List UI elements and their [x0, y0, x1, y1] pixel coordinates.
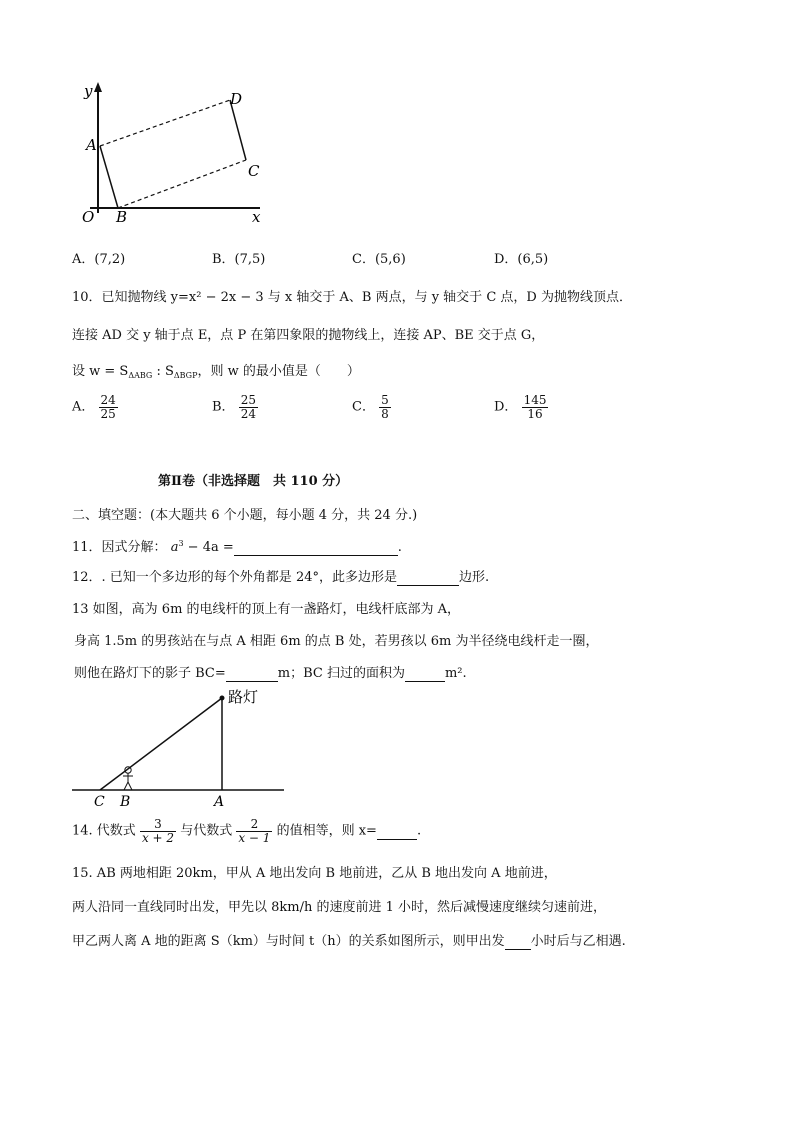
q11: 11．因式分解： $a^3 - 4a$ = . — [72, 539, 402, 555]
segment-AB — [100, 146, 118, 208]
q12-answer-blank — [397, 570, 459, 586]
label-B: B — [120, 794, 131, 810]
label-A: A — [214, 794, 225, 810]
segment-AD — [100, 100, 230, 146]
q10-option-d: D． $\frac{145}{16}$ — [494, 393, 547, 421]
label-C: C — [248, 162, 260, 180]
label-A: A — [86, 136, 97, 154]
q13-line3: 则他在路灯下的影子 BC= m；BC 扫过的面积为 m². — [74, 666, 467, 681]
y-axis-arrow — [94, 82, 102, 92]
q10-option-b: B． $\frac{25}{24}$ — [212, 393, 256, 421]
q13-bc-blank — [226, 666, 278, 682]
q10-option-a: A． $\frac{24}{25}$ — [72, 393, 116, 421]
label-y: y — [84, 82, 93, 100]
label-O: O — [82, 208, 95, 226]
q15-answer-blank — [505, 934, 531, 950]
q15-line1: 15. AB 两地相距 20km，甲从 A 地出发向 B 地前进，乙从 B 地出发向 A 地前进， — [72, 866, 557, 881]
q13-line2: 身高 1.5m 的男孩站在与点 A 相距 6m 的点 B 处，若男孩以 6m 为半径绕电线杆走一圈， — [74, 634, 599, 649]
q10-line1: 10．已知抛物线 y=x² − 2x − 3 与 x 轴交于 A、B 两点，与 y 轴交于 C 点，D 为抛物线顶点． — [72, 290, 632, 305]
section2-title: 第Ⅱ卷（非选择题 共 110 分） — [158, 474, 349, 489]
q10-option-c: C． $\frac{5}{8}$ — [352, 393, 389, 421]
q14-answer-blank — [377, 824, 417, 840]
q14: 14. 代数式 $\frac{3}{x + 2}$ 与代数式 $\frac{2}{x - 1}$ 的值相等，则 x= . — [72, 817, 422, 845]
fraction: $\frac{145}{16}$ — [523, 393, 547, 421]
q10-line2: 连接 AD 交 y 轴于点 E，点 P 在第四象限的抛物线上，连接 AP、BE 交于点 G， — [72, 328, 545, 343]
fraction: $\frac{5}{8}$ — [381, 393, 389, 421]
fraction: $\frac{24}{25}$ — [100, 393, 116, 421]
light-ray — [100, 698, 222, 790]
label-D: D — [230, 90, 243, 108]
q9-coordinate-figure — [70, 78, 280, 228]
label-x: x — [252, 208, 261, 226]
q14-fraction-2: $\frac{2}{x - 1}$ — [238, 817, 271, 845]
q9-option-a: A．(7,2) — [72, 252, 126, 267]
q13-line1: 13 如图，高为 6m 的电线杆的顶上有一盏路灯，电线杆底部为 A， — [72, 602, 461, 617]
q12: 12．. 已知一个多边形的每个外角都是 24°，此多边形是 边形. — [72, 570, 490, 585]
label-lamp: 路灯 — [228, 688, 259, 706]
q15-line3: 甲乙两人离 A 地的距离 S（km）与时间 t（h）的关系如图所示，则甲出发 小时后与乙相遇. — [72, 934, 626, 949]
label-B: B — [116, 208, 128, 226]
q13-area-blank — [405, 666, 445, 682]
q10-line3: 设 $w = S_{\Delta ABG}$ : $S_{\Delta BGP}$，则 w 的最小值是（ ） — [72, 364, 360, 380]
lamp-icon — [220, 696, 225, 701]
q9-option-d: D．(6,5) — [494, 252, 549, 267]
segment-BC — [118, 160, 246, 208]
q11-answer-blank — [234, 540, 398, 556]
label-C: C — [94, 794, 105, 810]
segment-DC — [230, 100, 246, 160]
fraction: $\frac{25}{24}$ — [240, 393, 256, 421]
q9-option-b: B．(7,5) — [212, 252, 266, 267]
q9-option-c: C．(5,6) — [352, 252, 406, 267]
q15-line2: 两人沿同一直线同时出发，甲先以 8km/h 的速度前进 1 小时，然后减慢速度继续匀速前进， — [72, 900, 607, 915]
section2-subtitle: 二、填空题：(本大题共 6 个小题，每小题 4 分，共 24 分.) — [72, 508, 418, 523]
q13-streetlight-figure — [70, 684, 290, 810]
q14-fraction-1: $\frac{3}{x + 2}$ — [141, 817, 175, 845]
boy-icon — [123, 767, 133, 790]
